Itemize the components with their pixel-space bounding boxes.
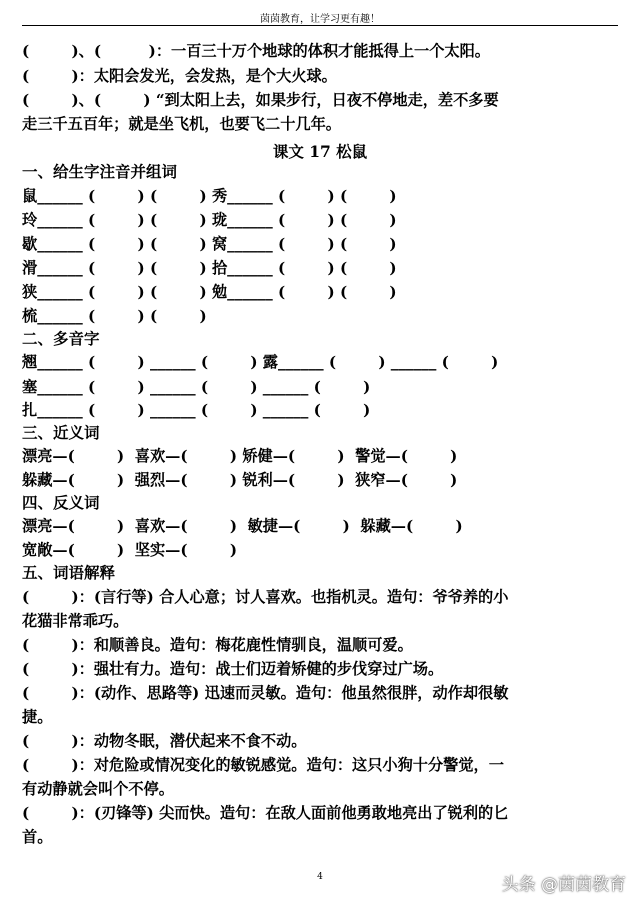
exercise-row: 漂亮—( ) 喜欢—( ) 矫健—( ) 警觉—( ) bbox=[22, 447, 458, 465]
exercise-row: 狭______ ( ) ( ) 勉______ ( ) ( ) bbox=[22, 283, 397, 301]
definition-line: 有动静就会叫个不停。 bbox=[22, 780, 174, 798]
section-title: 三、近义词 bbox=[22, 423, 100, 442]
definition-line: ( )：对危险或情况变化的敏锐感觉。造句：这只小狗十分警觉，一 bbox=[22, 756, 504, 774]
definition-line: ( )：(言行等) 合人心意；讨人喜欢。也指机灵。造句：爷爷养的小 bbox=[22, 588, 509, 606]
exercise-row: 躲藏—( ) 强烈—( ) 锐利—( ) 狭窄—( ) bbox=[22, 471, 458, 489]
lesson-title: 课文 17 松鼠 bbox=[272, 142, 368, 161]
watermark: 头条 @茵茵教育 bbox=[501, 875, 626, 895]
definition-line: ( )：动物冬眠，潜伏起来不食不动。 bbox=[22, 732, 307, 750]
exercise-row: 扎______ ( ) ______ ( ) ______ ( ) bbox=[22, 401, 371, 419]
definition-line: ( )：强壮有力。造句：战士们迈着矫健的步伐穿过广场。 bbox=[22, 660, 444, 678]
section-title: 四、反义词 bbox=[22, 493, 100, 512]
text-line: ( )、( )：一百三十万个地球的体积才能抵得上一个太阳。 bbox=[22, 42, 490, 60]
text-line: ( )、( ) “到太阳上去，如果步行，日夜不停地走，差不多要 bbox=[22, 91, 499, 109]
page-header: 茵茵教育，让学习更有趣！ bbox=[260, 14, 380, 25]
exercise-row: 鼠______ ( ) ( ) 秀______ ( ) ( ) bbox=[22, 187, 397, 205]
exercise-row: 塞______ ( ) ______ ( ) ______ ( ) bbox=[22, 378, 371, 396]
exercise-row: 漂亮—( ) 喜欢—( ) 敏捷—( ) 躲藏—( ) bbox=[22, 517, 463, 535]
definition-line: 首。 bbox=[22, 828, 53, 846]
section-title: 二、多音字 bbox=[22, 329, 100, 348]
page-number: 4 bbox=[317, 872, 323, 882]
header-rule bbox=[22, 25, 618, 26]
exercise-row: 翘______ ( ) ______ ( ) 露______ ( ) ______ ( ) bbox=[22, 353, 499, 371]
text-line: ( )：太阳会发光，会发热，是个大火球。 bbox=[22, 67, 337, 85]
exercise-row: 宽敞—( ) 坚实—( ) bbox=[22, 541, 238, 559]
definition-line: 捷。 bbox=[22, 708, 53, 726]
definition-line: ( )：(刃锋等) 尖而快。造句：在敌人面前他勇敢地亮出了锐利的匕 bbox=[22, 804, 509, 822]
exercise-row: 歇______ ( ) ( ) 窝______ ( ) ( ) bbox=[22, 235, 397, 253]
exercise-row: 滑______ ( ) ( ) 拾______ ( ) ( ) bbox=[22, 259, 397, 277]
exercise-row: 玲______ ( ) ( ) 珑______ ( ) ( ) bbox=[22, 211, 397, 229]
definition-line: 花猫非常乖巧。 bbox=[22, 612, 129, 630]
section-title: 一、给生字注音并组词 bbox=[22, 162, 178, 181]
text-line: 走三千五百年；就是坐飞机，也要飞二十几年。 bbox=[22, 115, 341, 133]
definition-line: ( )：和顺善良。造句：梅花鹿性情驯良，温顺可爱。 bbox=[22, 636, 413, 654]
section-title: 五、词语解释 bbox=[22, 563, 116, 582]
definition-line: ( )：(动作、思路等) 迅速而灵敏。造句：他虽然很胖，动作却很敏 bbox=[22, 684, 509, 702]
exercise-row: 梳______ ( ) ( ) bbox=[22, 307, 207, 325]
